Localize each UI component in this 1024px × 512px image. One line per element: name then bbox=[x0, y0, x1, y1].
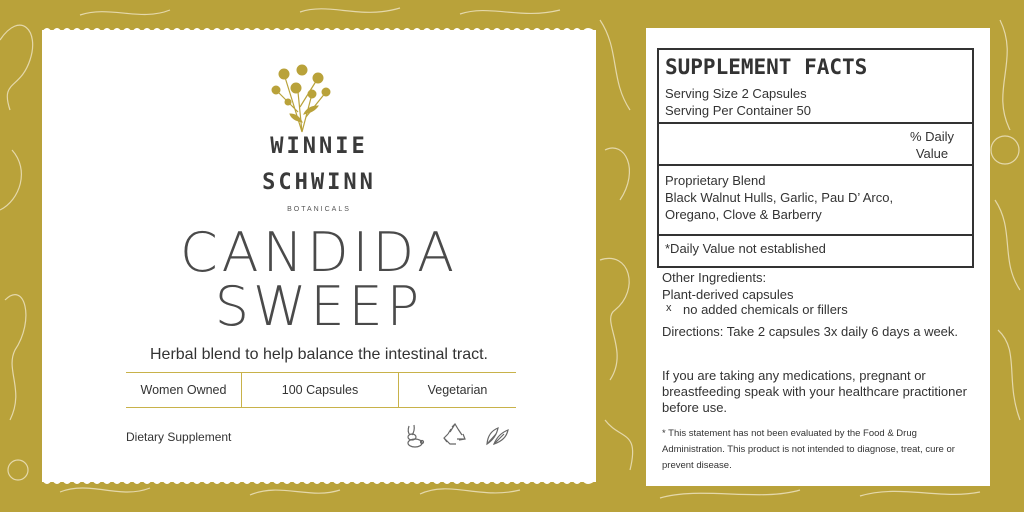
brand-name-line1: WINNIE bbox=[270, 134, 368, 159]
attribute-row bbox=[126, 372, 516, 408]
servings-per-container: Serving Per Container 50 bbox=[665, 103, 811, 118]
supplement-facts-label bbox=[646, 28, 990, 486]
scalloped-edge-bottom bbox=[42, 480, 596, 488]
daily-value-line1: % Daily bbox=[909, 129, 955, 144]
dietary-supplement-label: Dietary Supplement bbox=[126, 430, 232, 444]
brand-name-line2: SCHWINN bbox=[262, 170, 376, 195]
attribute-women-owned: Women Owned bbox=[126, 373, 242, 407]
directions-text: Directions: Take 2 capsules 3x daily 6 days a week. bbox=[662, 324, 959, 339]
blend-title: Proprietary Blend bbox=[665, 173, 766, 188]
blend-ingredients-line1: Black Walnut Hulls, Garlic, Pau D’ Arco, bbox=[665, 190, 894, 205]
scalloped-edge-top bbox=[42, 24, 596, 32]
brand-subtitle: BOTANICALS bbox=[287, 206, 351, 213]
facts-divider bbox=[659, 164, 972, 166]
fda-disclaimer: * This statement has not been evaluated by the Food & Drug Administration. This product is not intended to diagnose, treat, cure or prevent disease. bbox=[662, 428, 955, 471]
daily-value-note: *Daily Value not established bbox=[665, 241, 826, 256]
daily-value-header bbox=[902, 128, 962, 162]
daily-value-line2: Value bbox=[915, 146, 949, 161]
rabbit-icon bbox=[400, 422, 426, 448]
recycle-icon bbox=[442, 422, 468, 448]
product-front-label bbox=[42, 30, 596, 482]
facts-divider bbox=[659, 234, 972, 236]
supplement-facts-box bbox=[657, 48, 974, 268]
serving-size: Serving Size 2 Capsules bbox=[665, 86, 807, 101]
facts-divider bbox=[659, 122, 972, 124]
facts-title: SUPPLEMENT FACTS bbox=[665, 55, 868, 79]
leaf-icon bbox=[484, 422, 510, 448]
attribute-capsule-count: 100 Capsules bbox=[242, 373, 399, 407]
product-tagline: Herbal blend to help balance the intestinal tract. bbox=[150, 346, 488, 363]
attribute-vegetarian: Vegetarian bbox=[427, 383, 488, 397]
blend-ingredients-line2: Oregano, Clove & Barberry bbox=[665, 207, 822, 222]
product-name-line2: SWEEP bbox=[214, 275, 424, 338]
other-ingredients-line2: no added chemicals or fillers bbox=[683, 302, 848, 317]
other-ingredients-heading: Other Ingredients: bbox=[662, 270, 767, 285]
product-name-line1: CANDIDA bbox=[179, 221, 459, 284]
flower-logo-icon bbox=[262, 62, 342, 134]
other-ingredients-line1: Plant-derived capsules bbox=[662, 287, 794, 302]
warning-text: If you are taking any medications, pregnant or breastfeeding speak with your healthcare practitioner before use. bbox=[662, 368, 967, 415]
other-ingredients-mark: x bbox=[666, 302, 672, 314]
